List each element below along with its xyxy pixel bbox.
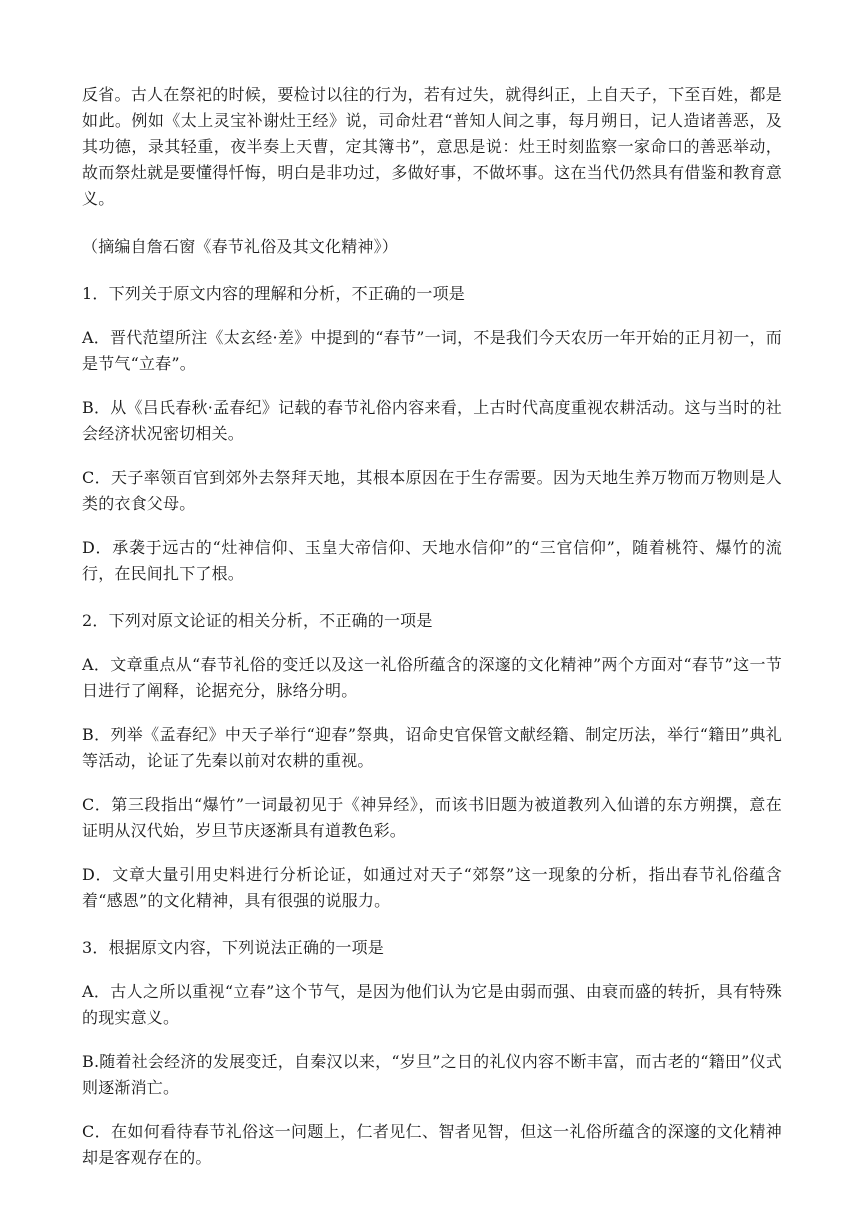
passage-closing-paragraph: 反省。古人在祭祀的时候，要检讨以往的行为，若有过失，就得纠正，上自天子，下至百姓，都是如此。例如《太上灵宝补谢灶王经》说，司命灶君“普知人间之事，每月朔日，记人造诸善恶，及其功德，录其轻重，夜半奏上天曹，定其簿书”，意思是说：灶王时刻监察一家命口的善恶举动，故而祭灶就是要懂得忏悔，明白是非功过，多做好事，不做坏事。这在当代仍然具有借鉴和教育意义。 (82, 85, 782, 208)
question-1-stem: 1．下列关于原文内容的理解和分析，不正确的一项是 (82, 284, 465, 303)
question-2-option-b: B．列举《孟春纪》中天子举行“迎春”祭典，诏命史官保管文献经籍、制定历法，举行“籍田”典礼等活动，论证了先秦以前对农耕的重视。 (82, 725, 782, 770)
question-2-stem: 2．下列对原文论证的相关分析，不正确的一项是 (82, 611, 433, 630)
document-body (82, 82, 782, 1171)
question-1-option-b: B．从《吕氏春秋·孟春纪》记载的春节礼俗内容来看，上古时代高度重视农耕活动。这与当时的社会经济状况密切相关。 (82, 398, 782, 443)
question-2-option-a: A．文章重点从“春节礼俗的变迁以及这一礼俗所蕴含的深邃的文化精神”两个方面对“春节”这一节日进行了阐释，论据充分，脉络分明。 (82, 655, 782, 700)
question-1-option-a: A．晋代范望所注《太玄经·差》中提到的“春节”一词，不是我们今天农历一年开始的正月初一，而是节气“立春”。 (82, 328, 782, 373)
question-2-option-d: D．文章大量引用史料进行分析论证，如通过对天子“郊祭”这一现象的分析，指出春节礼俗蕴含着“感恩”的文化精神，具有很强的说服力。 (82, 865, 782, 910)
question-3-option-b: B.随着社会经济的发展变迁，自秦汉以来，“岁旦”之日的礼仪内容不断丰富，而古老的“籍田”仪式则逐渐消亡。 (82, 1052, 782, 1097)
passage-source: （摘编自詹石窗《春节礼俗及其文化精神》） (82, 237, 399, 256)
question-2-option-c: C．第三段指出“爆竹”一词最初见于《神异经》，而该书旧题为被道教列入仙谱的东方朔撰，意在证明从汉代始，岁旦节庆逐渐具有道教色彩。 (82, 795, 782, 840)
question-1-option-c: C．天子率领百官到郊外去祭拜天地，其根本原因在于生存需要。因为天地生养万物而万物则是人类的衣食父母。 (82, 468, 782, 513)
question-1-option-d: D．承袭于远古的“灶神信仰、玉皇大帝信仰、天地水信仰”的“三官信仰”，随着桃符、爆竹的流行，在民间扎下了根。 (82, 538, 782, 583)
question-3-stem: 3．根据原文内容，下列说法正确的一项是 (82, 938, 384, 957)
question-3-option-c: C．在如何看待春节礼俗这一问题上，仁者见仁、智者见智，但这一礼俗所蕴含的深邃的文化精神却是客观存在的。 (82, 1122, 782, 1167)
question-3-option-a: A．古人之所以重视“立春”这个节气，是因为他们认为它是由弱而强、由衰而盛的转折，具有特殊的现实意义。 (82, 982, 782, 1027)
